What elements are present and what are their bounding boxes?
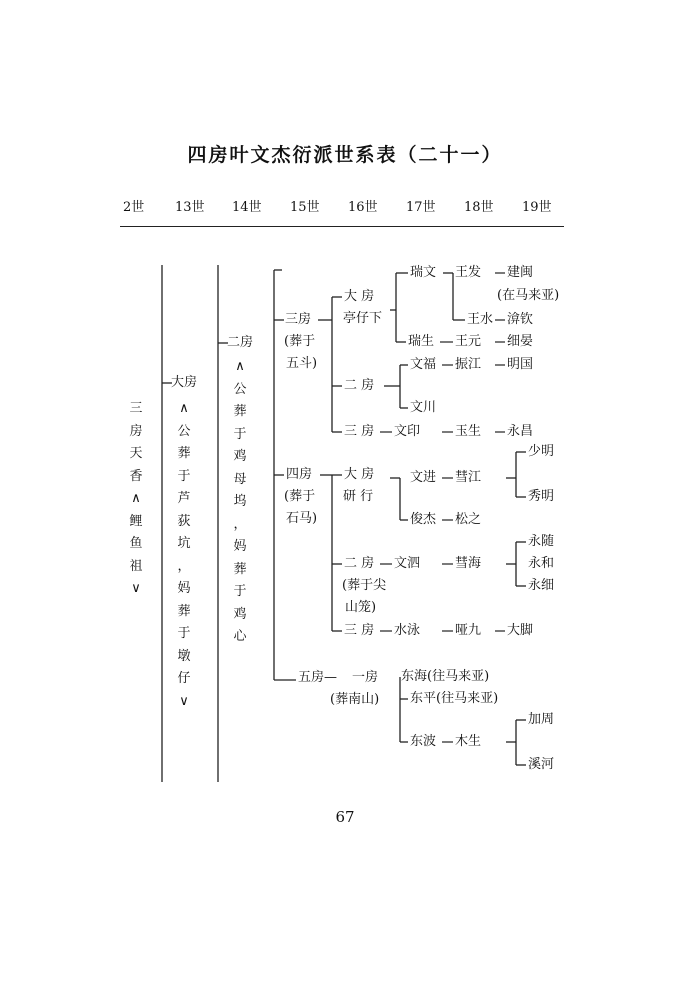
generation-label: 2世 [123,200,145,215]
node-note: 五斗) [286,356,318,371]
node-name: 东波 [410,734,437,749]
generation-label: 14世 [232,200,262,215]
node-name: 一房 [352,670,379,685]
ancestor-char: 鱼 [129,536,143,551]
node-name: 四房 [286,467,313,482]
ancestor-char: 三 [129,401,143,416]
generation-label: 16世 [348,200,378,215]
node-name: 三 房 [344,424,375,439]
node-name: 加周 [528,712,555,727]
node-name: 永昌 [507,424,534,439]
column-char: 公 [233,381,247,397]
node-note: 石马) [286,511,318,526]
node-name: 明国 [507,357,534,372]
node-name: 振江 [455,357,482,372]
page-number: 67 [335,808,355,826]
column-char: 于 [177,626,191,641]
column-char: 葬 [233,561,247,577]
node-name: 二 房 [344,378,375,393]
node-name: 俊杰 [410,512,437,527]
generation-label: 18世 [464,200,494,215]
column-char: 葬 [177,603,191,619]
generation-label: 13世 [175,200,205,215]
node-name: 文福 [410,357,437,372]
node-name: 王水 [467,312,494,327]
node-name: 大 房 [344,289,375,304]
node-name: 松之 [455,512,482,527]
node-name: 永和 [528,556,555,571]
node-name: 秀明 [528,489,555,504]
node-name: 三 房 [344,623,375,638]
generation-label: 17世 [406,200,436,215]
column-char: 葬 [177,446,191,461]
column-char: 公 [177,423,191,439]
node-name: 彗海 [455,556,482,571]
node-name: 渰钦 [507,312,534,327]
ancestor-char: 祖 [129,558,143,574]
branch-label: 大房 [171,375,198,390]
node-name: 瑞文 [410,265,437,280]
node-name: 彗江 [455,470,482,485]
column-char: 妈 [233,539,247,554]
node-name: 三房 [285,312,312,327]
ancestor-char: ∧ [131,491,141,506]
node-note: (葬于 [284,334,316,349]
node-note: (葬南山) [330,692,380,707]
column-char: 心 [233,629,247,644]
ancestor-char: 天 [129,446,143,461]
page-title: 四房叶文杰衍派世系表（二十一） [187,144,503,166]
node-name: 大 房 [344,467,375,482]
node-name: 文进 [410,470,437,485]
node-name: 文川 [410,400,437,415]
column-char: 于 [233,426,247,442]
column-char: 坑 [177,536,191,551]
ancestor-char: 香 [129,468,143,484]
column-char: 母 [233,471,247,487]
node-name: 哑九 [455,623,482,638]
column-char: 墩 [177,648,191,664]
node-name: 东海(往马来亚) [401,669,490,684]
node-note: 山笼) [345,600,377,615]
node-name: 王元 [455,334,482,349]
node-note: 亭仔下 [343,311,383,326]
node-name: 少明 [528,444,555,459]
node-name: 永细 [528,578,555,593]
column-char: 鸡 [233,449,247,464]
node-name: 永随 [528,534,555,549]
column-char: ∨ [179,693,189,709]
node-note: (在马来亚) [497,288,560,303]
column-char: ， [233,516,247,532]
node-name: 溪河 [528,757,555,772]
node-note: (葬于 [284,489,316,504]
column-char: 妈 [177,581,191,596]
node-name: 东平(往马来亚) [410,691,499,706]
node-name: 王发 [455,265,482,280]
column-char: ∧ [179,401,189,416]
node-name: 二 房 [344,556,375,571]
node-name: 细晏 [507,334,534,349]
column-char: 葬 [233,404,247,419]
column-char: ∧ [235,359,245,374]
column-char: 鸡 [233,606,247,622]
ancestor-char: ∨ [131,581,141,596]
generation-label: 19世 [522,200,552,215]
generation-label: 15世 [290,200,320,215]
node-name: 玉生 [455,424,482,439]
column-char: 芦 [177,491,191,506]
node-name: 五房— [298,670,338,685]
node-name: 文印 [394,424,421,439]
node-name: 建闽 [507,265,534,280]
column-char: ， [177,558,191,574]
branch-label: 二房 [227,335,254,350]
column-char: 仔 [177,671,191,686]
node-name: 瑞生 [408,334,435,349]
node-name: 水泳 [394,623,421,638]
node-note: 研 行 [343,489,374,504]
column-char: 于 [177,468,191,484]
column-char: 于 [233,584,247,599]
node-note: (葬于尖 [342,578,387,593]
ancestor-char: 鲤 [129,513,143,529]
node-name: 文泗 [394,556,421,571]
node-name: 大脚 [507,623,534,638]
node-name: 木生 [455,734,482,749]
ancestor-char: 房 [129,423,143,439]
column-char: 荻 [177,513,191,529]
column-char: 坞 [233,494,247,509]
